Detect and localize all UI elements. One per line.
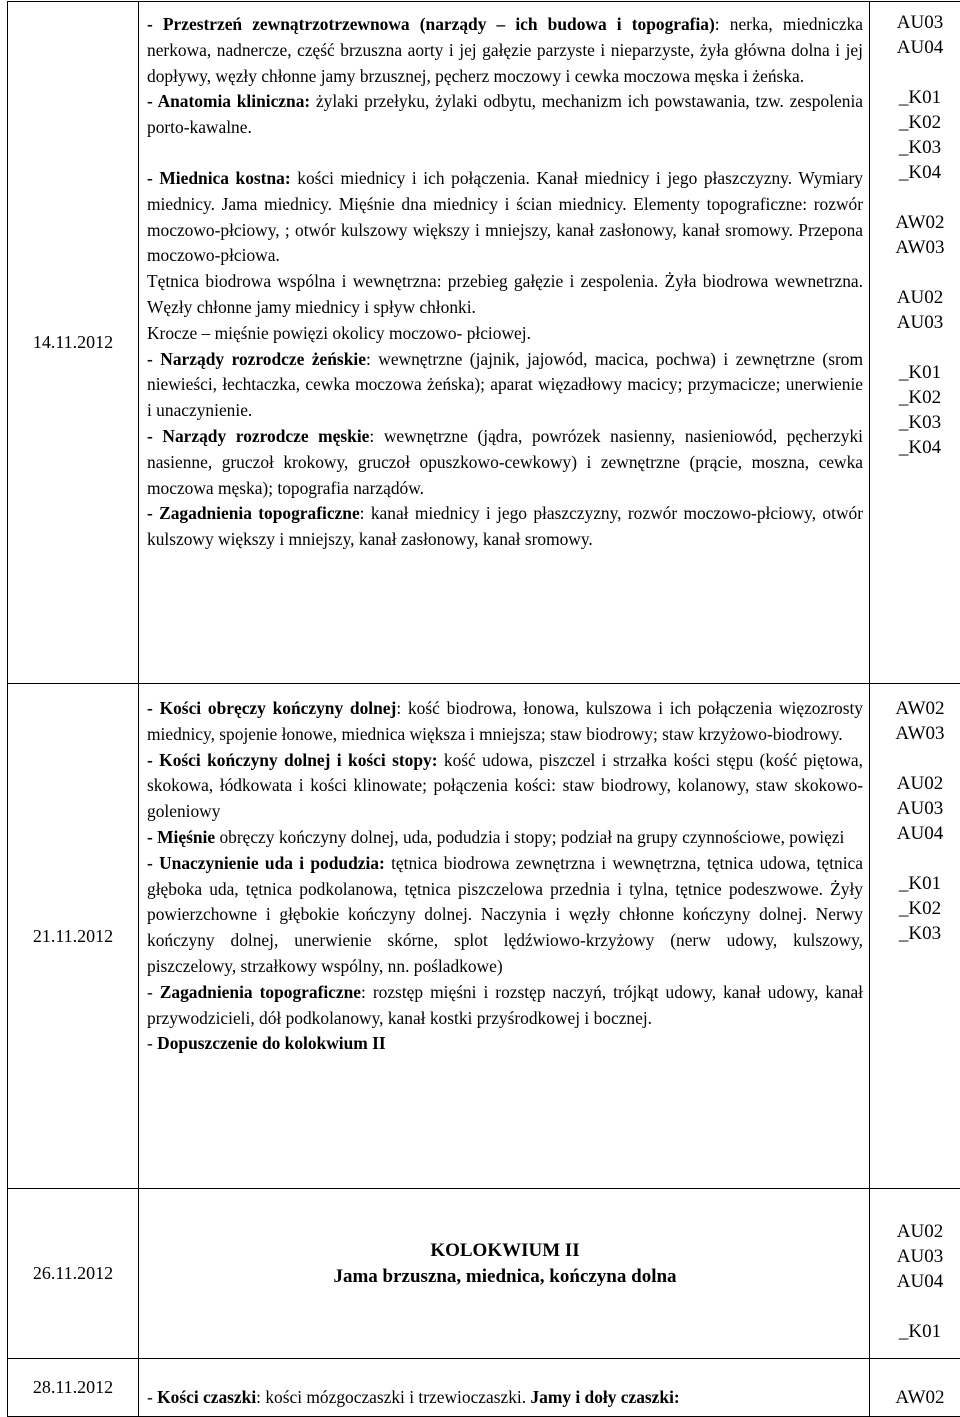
- outcome-code: AW03: [870, 721, 960, 746]
- outcome-code: AU03: [870, 796, 960, 821]
- outcome-codes-cell: [870, 1359, 960, 1417]
- outcome-codes-list: [870, 1189, 960, 1344]
- syllabus-table: [7, 1, 960, 1417]
- date-cell: 26.11.2012: [8, 1189, 139, 1359]
- topic-text: kości miednicy i ich połączenia. Kanał miednicy i jego płaszczyzny. Wymiary miednicy. Jama miednicy. Mięśnie dna miednicy i ścian miednicy. Elementy topograficzne: rozwór moczowo-płciowy, ; otwór kulszowy większy i mniejszy, kanał zasłonowy, kanał sromowy. Przepona moczowo-płciowa.: [147, 168, 863, 265]
- topic-text: -: [147, 1387, 157, 1407]
- topic-heading: - Mięśnie: [147, 827, 215, 847]
- topic-text: -: [147, 982, 160, 1002]
- topic-heading: - Zagadnienia topograficzne: [147, 503, 360, 523]
- outcome-code: AW02: [870, 696, 960, 721]
- colloquium-subheading: Jama brzuszna, miednica, kończyna dolna: [147, 1264, 863, 1290]
- topic-paragraph: [147, 424, 863, 501]
- topic-text: : rozstęp mięśni i rozstęp naczyń, trójkąt udowy, kanał udowy, kanał przywodzicieli, dół podkolanowy, kanał kostki przyśrodkowej i bocznej.: [147, 982, 863, 1028]
- outcome-code: _K01: [870, 1319, 960, 1344]
- topic-text: Krocze – mięśnie powięzi okolicy moczowo- płciowej.: [147, 323, 531, 343]
- table-row: [8, 1189, 960, 1359]
- topic-paragraph: [147, 748, 863, 825]
- outcome-code: _K04: [870, 435, 960, 460]
- code-spacer: [870, 60, 960, 85]
- outcome-code: AU04: [870, 35, 960, 60]
- topic-text: : wewnętrzne (jajnik, jajowód, macica, pochwa) i zewnętrzne (srom niewieści, łechtaczka, cewka moczowa żeńska); aparat więzadłowy macicy; przymacicze; unerwienie i unaczynienie.: [147, 349, 863, 421]
- topic-heading: - Anatomia kliniczna:: [147, 91, 310, 111]
- topic-heading: - Narządy rozrodcze męskie: [147, 426, 369, 446]
- outcome-code: AW02: [870, 210, 960, 235]
- topic-paragraph: [147, 166, 863, 269]
- topic-paragraph: [147, 89, 863, 141]
- colloquium-heading: KOLOKWIUM II: [147, 1238, 863, 1264]
- topic-text: tętnica biodrowa zewnętrzna i wewnętrzna, tętnica udowa, tętnica głęboka uda, tętnica podkolanowa, tętnica piszczelowa przednia i tylna, tętnice podeszwowe. Żyły powierzchowne i głębokie kończyny dolnej. Naczynia i węzły chłonne kończyny dolnej. Nerwy kończyny dolnej, unerwienie skórne, splot lędźwiowo-krzyżowy (nerw udowy, kulszowy, piszczelowy, strzałkowy wspólny, nn. pośladkowe): [147, 853, 863, 976]
- topic-text: : kanał miednicy i jego płaszczyzny, rozwór moczowo-płciowy, otwór kulszowy większy i mniejszy, kanał zasłonowy, kanał sromowy.: [147, 503, 863, 549]
- topic-text: Tętnica biodrowa wspólna i wewnętrzna: przebieg gałęzie i zespolenia. Żyła biodrowa wewnetrzna. Węzły chłonne jamy miednicy i spływ chłonki.: [147, 271, 863, 317]
- outcome-code: AU04: [870, 821, 960, 846]
- outcome-code: AW02: [870, 1385, 960, 1410]
- outcome-code: AU03: [870, 1244, 960, 1269]
- date-cell: 28.11.2012: [8, 1359, 139, 1417]
- outcome-code: AU04: [870, 1269, 960, 1294]
- outcome-code: _K01: [870, 360, 960, 385]
- topics-block: [147, 684, 863, 1057]
- code-spacer: [870, 746, 960, 771]
- topic-paragraph: [147, 1031, 863, 1057]
- topic-heading: Zagadnienia topograficzne: [160, 982, 361, 1002]
- topic-heading: Jamy i doły czaszki:: [530, 1387, 679, 1407]
- topic-text: : kość biodrowa, łonowa, kulszowa i ich połączenia więzozrosty miednicy, spojenie łonowe, miednica większa i mniejsza; staw biodrowy; staw krzyżowo-biodrowy.: [147, 698, 863, 744]
- date-cell: 14.11.2012: [8, 2, 139, 684]
- topic-paragraph: [147, 825, 863, 851]
- outcome-code: AU03: [870, 310, 960, 335]
- outcome-code: _K02: [870, 896, 960, 921]
- topics-cell: [139, 684, 870, 1189]
- code-spacer: [870, 846, 960, 871]
- spacer: [147, 141, 863, 166]
- topics-block: [147, 7, 863, 553]
- outcome-codes-list: [870, 2, 960, 460]
- topic-heading: Kości czaszki: [157, 1387, 256, 1407]
- date-cell: 21.11.2012: [8, 684, 139, 1189]
- topic-paragraph: [147, 269, 863, 321]
- topics-block: [147, 1359, 863, 1411]
- outcome-code: AU02: [870, 285, 960, 310]
- table-row: [8, 684, 960, 1189]
- outcome-code: AU03: [870, 10, 960, 35]
- topic-heading: - Miednica kostna:: [147, 168, 291, 188]
- topic-text: -: [147, 1033, 157, 1053]
- topic-text: obręczy kończyny dolnej, uda, podudzia i stopy; podział na grupy czynnościowe, powięzi: [215, 827, 844, 847]
- outcome-codes-list: [870, 1359, 960, 1410]
- topic-heading: Dopuszczenie do kolokwium II: [157, 1033, 386, 1053]
- outcome-code: AU02: [870, 1219, 960, 1244]
- outcome-code: _K04: [870, 160, 960, 185]
- topic-paragraph: [147, 321, 863, 347]
- topic-heading: - Kości kończyny dolnej i kości stopy:: [147, 750, 438, 770]
- topic-paragraph: [147, 1385, 863, 1411]
- outcome-code: AW03: [870, 235, 960, 260]
- topic-paragraph: [147, 501, 863, 553]
- topics-cell: [139, 1189, 870, 1359]
- topic-paragraph: [147, 12, 863, 89]
- code-spacer: [870, 185, 960, 210]
- topic-paragraph: [147, 696, 863, 748]
- topics-cell: [139, 2, 870, 684]
- outcome-codes-cell: [870, 1189, 960, 1359]
- outcome-code: _K02: [870, 110, 960, 135]
- outcome-codes-cell: [870, 684, 960, 1189]
- topic-heading: - Narządy rozrodcze żeńskie: [147, 349, 366, 369]
- outcome-code: _K02: [870, 385, 960, 410]
- topic-heading: - Kości obręczy kończyny dolnej: [147, 698, 396, 718]
- topic-text: kość udowa, piszczel i strzałka kości stępu (kość piętowa, skokowa, łódkowata i kości klinowate; połączenia kości: staw biodrowy, kolanowy, staw skokowo-goleniowy: [147, 750, 863, 822]
- topic-heading: - Przestrzeń zewnątrzotrzewnowa (narządy – ich budowa i topografia): [147, 14, 715, 34]
- outcome-code: _K01: [870, 871, 960, 896]
- outcome-code: _K03: [870, 921, 960, 946]
- topic-paragraph: [147, 347, 863, 424]
- outcome-codes-cell: [870, 2, 960, 684]
- topic-text: żylaki przełyku, żylaki odbytu, mechanizm ich powstawania, tzw. zespolenia porto-kawalne.: [147, 91, 863, 137]
- topic-text: : kości mózgoczaszki i trzewioczaszki.: [256, 1387, 530, 1407]
- outcome-code: _K03: [870, 410, 960, 435]
- outcome-code: _K03: [870, 135, 960, 160]
- code-spacer: [870, 335, 960, 360]
- topic-heading: - Unaczynienie uda i podudzia:: [147, 853, 385, 873]
- outcome-code: _K01: [870, 85, 960, 110]
- topic-text: : wewnętrzne (jądra, powrózek nasienny, nasieniowód, pęcherzyki nasienne, gruczoł krokowy, gruczoł opuszkowo-cewkowy) i zewnętrzne (prącie, moszna, cewka moczowa męska); topografia narządów.: [147, 426, 863, 498]
- colloquium-title: [147, 1238, 863, 1310]
- table-row: [8, 2, 960, 684]
- topic-text: : nerka, miedniczka nerkowa, nadnercze, część brzuszna aorty i jej gałęzie parzyste i nieparzyste, żyła główna dolna i jej dopływy, węzły chłonne jamy brzusznej, pęcherz moczowy i cewka moczowa męska i żeńska.: [147, 14, 863, 86]
- code-spacer: [870, 260, 960, 285]
- topics-cell: [139, 1359, 870, 1417]
- topic-paragraph: [147, 851, 863, 980]
- topic-paragraph: [147, 980, 863, 1032]
- outcome-codes-list: [870, 684, 960, 946]
- table-row: [8, 1359, 960, 1417]
- code-spacer: [870, 1294, 960, 1319]
- outcome-code: AU02: [870, 771, 960, 796]
